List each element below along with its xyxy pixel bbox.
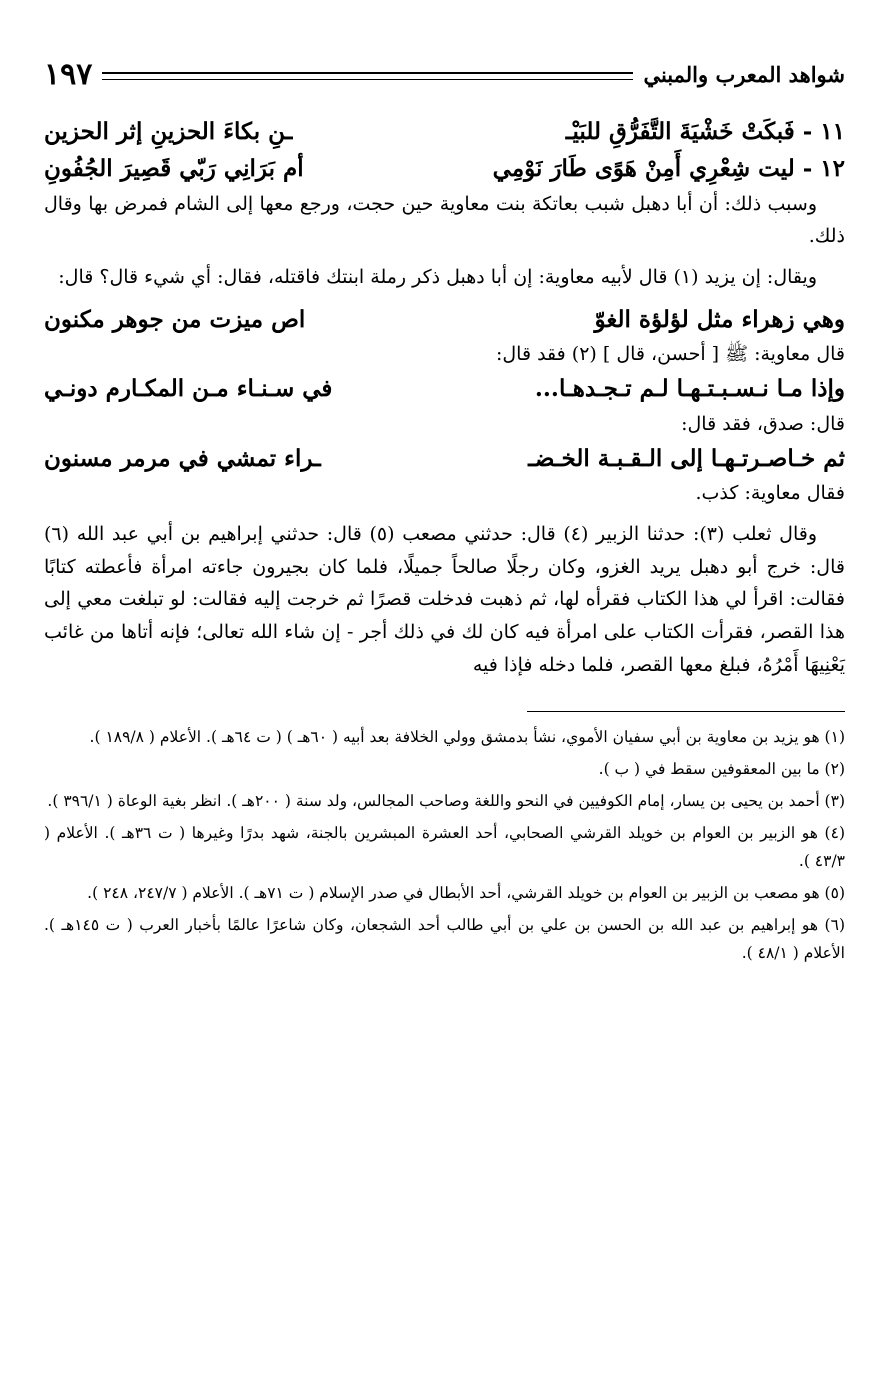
footnote-separator	[527, 711, 845, 712]
verse-12	[44, 151, 845, 188]
verse-first-hemistich: وإذا مـا نـسـبـتـهـا لـم تـجـدهـا...	[534, 375, 845, 403]
verse-second-hemistich: في سـنـاء مـن المكـارم دونـي	[44, 375, 333, 403]
line-kadhaba: فقال معاوية: كذب.	[695, 482, 845, 505]
verse-first-hemistich: وهي زهراء مثل لؤلؤة الغوّ	[594, 305, 845, 333]
footnote-5: (٥) هو مصعب بن الزبير بن العوام بن خويلد القرشي، أحد الأبطال في صدر الإسلام ( ت ٧١هـ ). الأعلام ( ٢٤٧/٧، ٢٤٨ ).	[87, 883, 845, 902]
verse-second-hemistich: ـنِ بكاءَ الحزينِ إثر الحزين	[44, 118, 293, 145]
running-title: شواهد المعرب والمبني	[643, 61, 845, 87]
verse-11	[44, 114, 845, 151]
verse-first-hemistich: ثم خـاصـرتـهـا إلى الـقـبـة الخـضـ	[528, 444, 845, 472]
verse-second-hemistich: ـراء تمشي في مرمر مسنون	[44, 444, 321, 472]
page-number: ١٩٧	[44, 56, 93, 92]
verse-second-hemistich: اص ميزت من جوهر مكنون	[44, 305, 306, 333]
verse-zahra	[44, 302, 845, 339]
verse-nasabtuha	[44, 371, 845, 408]
footnote-2: (٢) ما بين المعقوفين سقط في ( ب ).	[598, 760, 845, 779]
paragraph-thalab: وقال ثعلب (٣): حدثنا الزبير (٤) قال: حدثني مصعب (٥) قال: حدثني إبراهيم بن أبي عبد الله (٦) قال: خرج أبو دهبل يريد الغزو، وكان رجلًا صالحاً جميلًا، فلما كان بجيرون جاءته امرأة فأعطته كتابًا فقالت: اقرأ لي هذا الكتاب فقرأه لها، ثم ذهبت فدخلت قصرًا ثم خرجت إليه فقالت: لو تبلغت معي إلى هذا القصر، فقرأت الكتاب على امرأة فيه كان لك في ذلك أجر - إن شاء الله تعالى؛ فإنه أتاها من غائب يَعْنِيهَا أَمْرُهُ، فبلغ معها القصر، فلما دخله فإذا فيه	[44, 523, 845, 676]
verse-second-hemistich: أم بَرَانِي رَبّي قَصِيرَ الجُفُونِ	[44, 154, 304, 182]
page-header	[44, 52, 845, 96]
paragraph-reason: وسبب ذلك: أن أبا دهبل شبب بعاتكة بنت معاوية حين حجت، ورجع معها إلى الشام فمرض بها وقال ذلك.	[44, 192, 845, 248]
paragraph-yazid: ويقال: إن يزيد (١) قال لأبيه معاوية: إن أبا دهبل ذكر رملة ابنتك فاقتله، فقال: أي شيء قال؟ قال:	[58, 265, 817, 288]
footnote-6: (٦) هو إبراهيم بن عبد الله بن الحسن بن علي بن أبي طالب أحد الشجعان، وكان شاعرًا عالمًا بأخبار العرب ( ت ١٤٥هـ ). الأعلام ( ٤٨/١ ).	[44, 915, 845, 962]
verse-khasartuha	[44, 441, 845, 478]
footnote-4: (٤) هو الزبير بن العوام بن خويلد القرشي الصحابي، أحد العشرة المبشرين بالجنة، شهد بدرًا وغيرها ( ت ٣٦هـ ). الأعلام ( ٤٣/٣ ).	[44, 824, 845, 870]
verse-first-hemistich: ١٢ - ليت شِعْرِي أَمِنْ هَوًى طَارَ نَوْمِي	[492, 154, 845, 182]
footnote-3: (٣) أحمد بن يحيى بن يسار، إمام الكوفيين في النحو واللغة وصاحب المجالس، ولد سنة ( ٢٠٠هـ ). انظر بغية الوعاة ( ٣٩٦/١ ).	[47, 792, 845, 811]
line-muawiya-said: قال معاوية: ﷺ [ أحسن، قال ] (٢) فقد قال:	[495, 343, 845, 366]
header-rule	[102, 72, 633, 80]
verse-first-hemistich: ١١ - فَبكَتْ خَشْيَةَ التَّفَرُّقِ للبَيْـ	[565, 118, 845, 145]
footnote-1: (١) هو يزيد بن معاوية بن أبي سفيان الأموي، نشأ بدمشق وولي الخلافة بعد أبيه ( ٦٠هـ ) ( ت ٦٤هـ ). الأعلام ( ١٨٩/٨ ).	[89, 728, 845, 747]
footnotes	[44, 724, 845, 967]
line-sadaq: قال: صدق، فقد قال:	[681, 412, 845, 435]
